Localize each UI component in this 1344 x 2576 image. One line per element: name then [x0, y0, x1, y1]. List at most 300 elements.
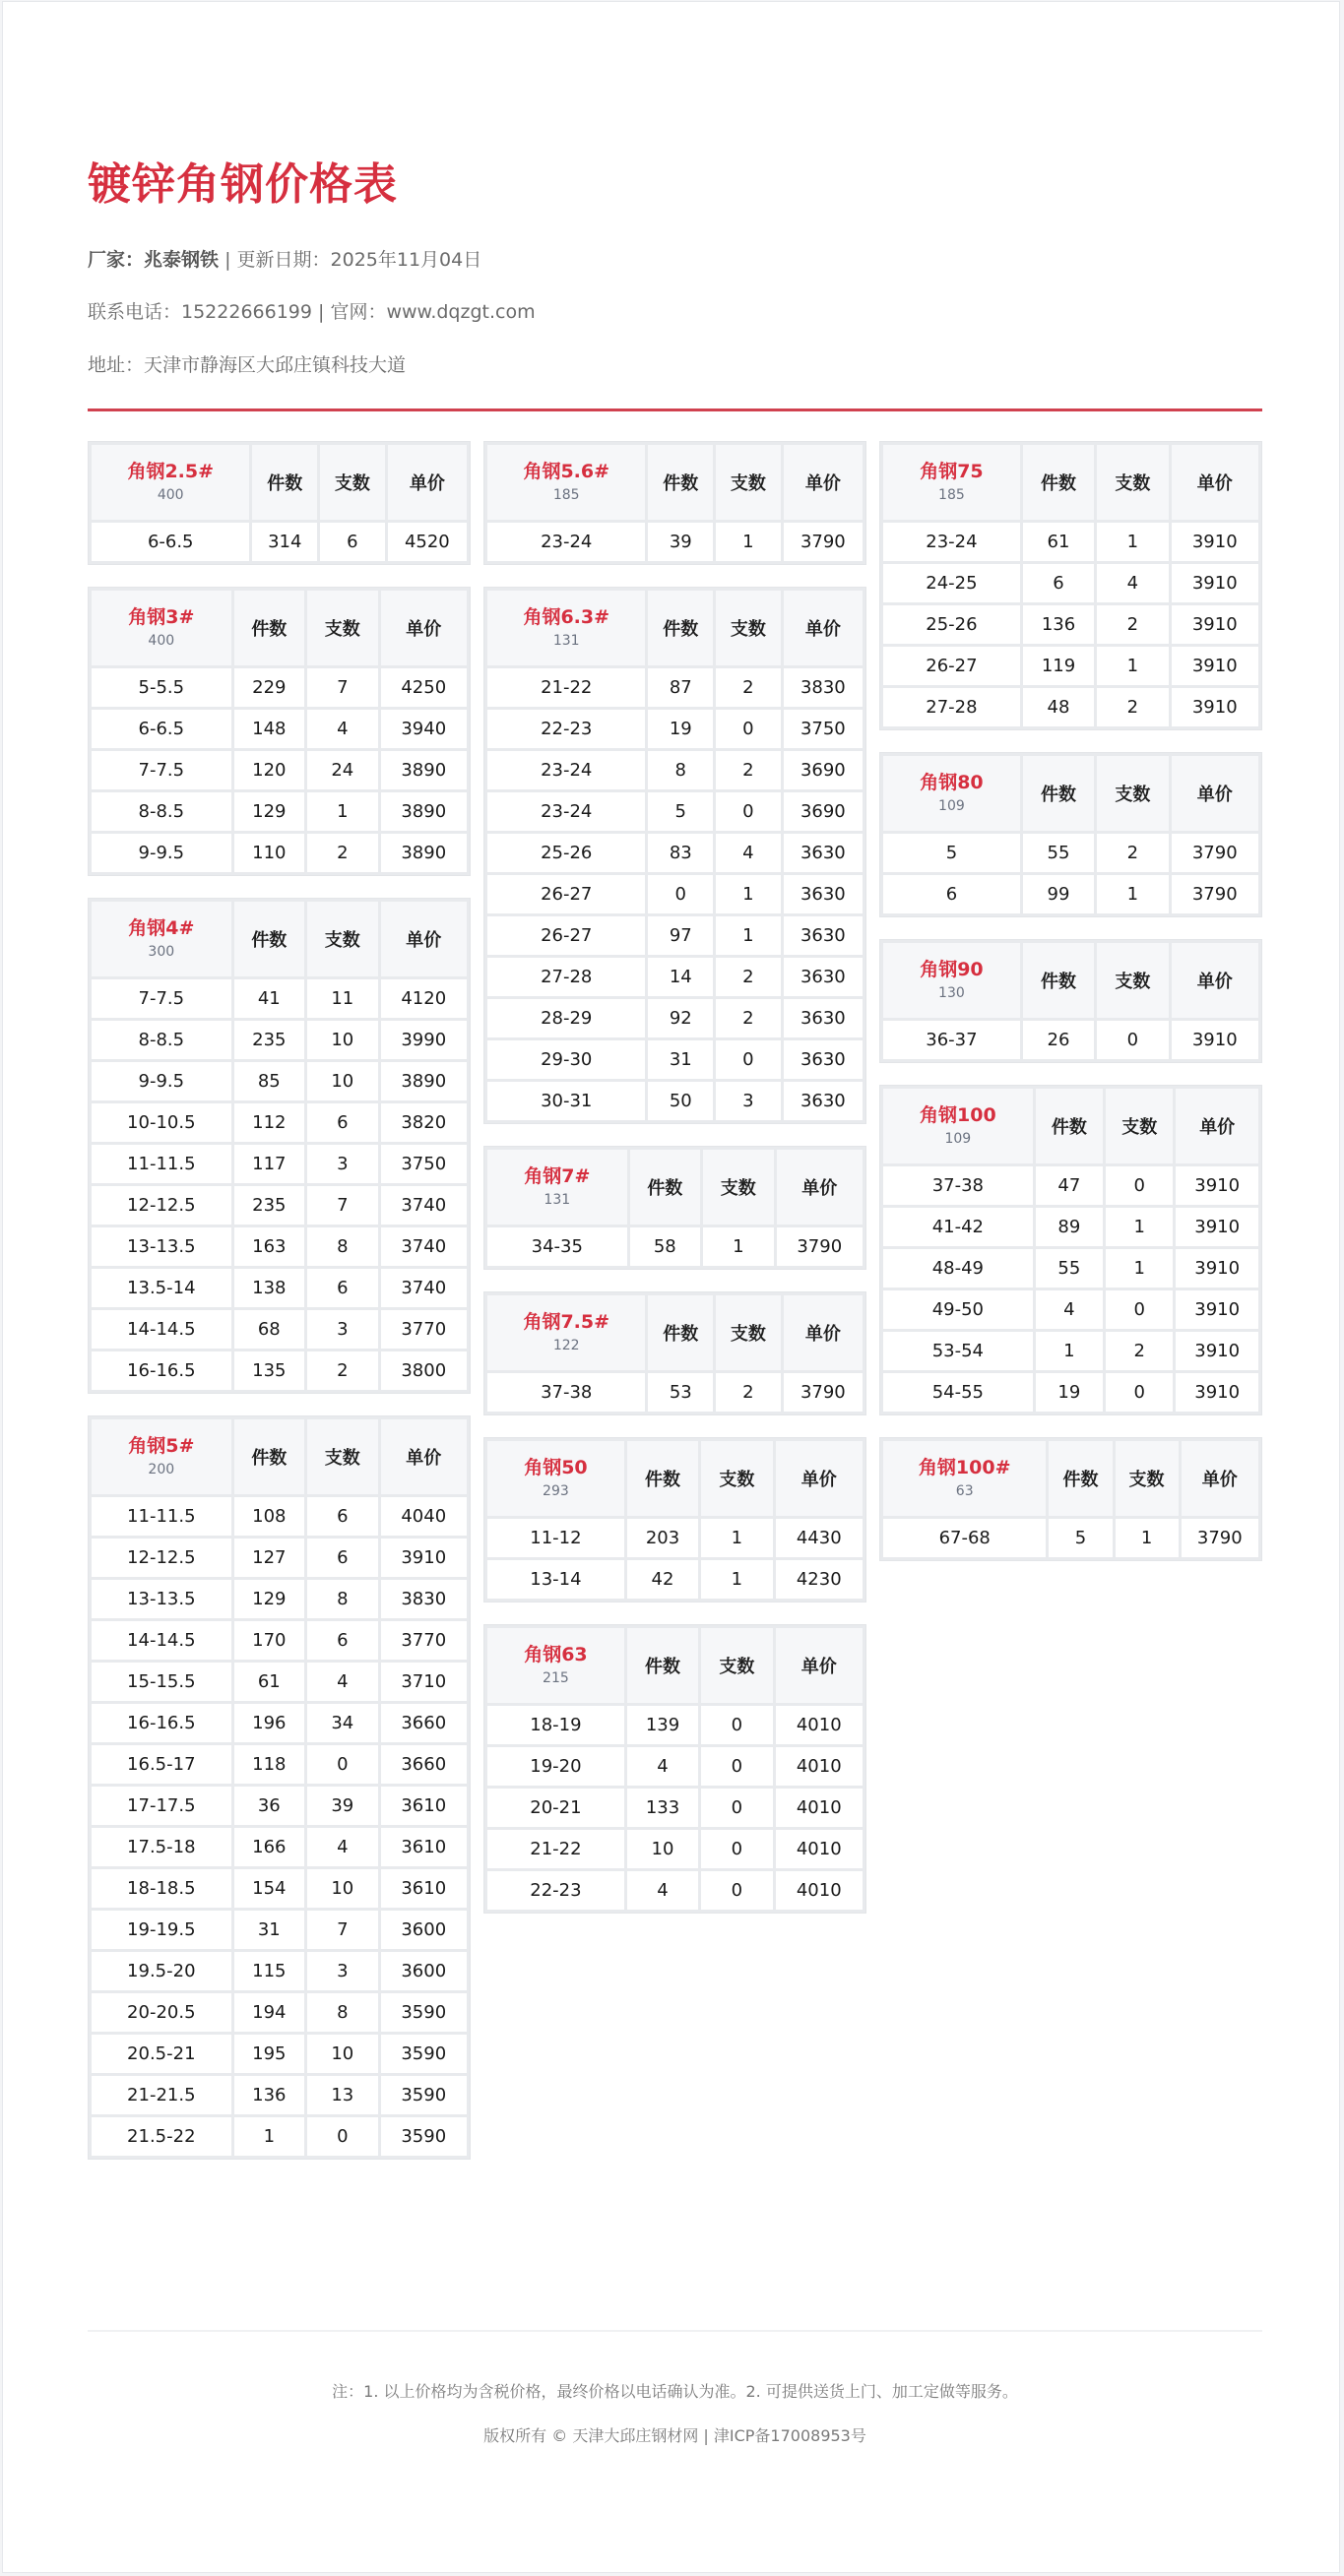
pcs-value: 1 — [1106, 1208, 1173, 1246]
thickness-range: 19.5-20 — [92, 1952, 231, 1990]
qty-value: 41 — [234, 979, 304, 1018]
qty-value: 112 — [234, 1103, 304, 1142]
price-header: 单价 — [1182, 1441, 1258, 1516]
unit-price: 3710 — [381, 1663, 467, 1701]
thickness-range: 21-21.5 — [92, 2076, 231, 2114]
manufacturer-name: 兆泰钢铁 — [144, 249, 220, 271]
qty-value: 19 — [648, 710, 713, 748]
table-row — [883, 605, 1258, 644]
pcs-value: 6 — [307, 1269, 377, 1307]
qty-header: 件数 — [234, 591, 304, 665]
pcs-header: 支数 — [1106, 1089, 1173, 1163]
thickness-range: 49-50 — [883, 1290, 1033, 1329]
pcs-value: 6 — [307, 1621, 377, 1660]
qty-value: 42 — [627, 1560, 698, 1599]
spec-weight: 109 — [938, 798, 965, 814]
page-title: 镀锌角钢价格表 — [88, 159, 398, 210]
thickness-range: 8-8.5 — [92, 792, 231, 831]
qty-header: 件数 — [234, 902, 304, 976]
thickness-range: 13.5-14 — [92, 1269, 231, 1307]
qty-value: 47 — [1036, 1166, 1103, 1205]
spec-weight: 185 — [552, 487, 580, 503]
price-header: 单价 — [381, 1419, 467, 1494]
qty-value: 5 — [648, 792, 713, 831]
pcs-value: 4 — [307, 1663, 377, 1701]
thickness-range: 25-26 — [487, 834, 645, 872]
pcs-value: 0 — [1106, 1166, 1173, 1205]
thickness-range: 26-27 — [487, 875, 645, 913]
table-row — [92, 523, 467, 561]
qty-value: 133 — [627, 1789, 698, 1827]
spec-header — [883, 1441, 1046, 1516]
spec-name: 角钢100 — [920, 1104, 996, 1126]
price-table — [879, 752, 1262, 917]
qty-header: 件数 — [1023, 445, 1094, 520]
table-row — [883, 564, 1258, 602]
thickness-range: 34-35 — [487, 1227, 627, 1266]
pcs-header: 支数 — [716, 445, 781, 520]
qty-value: 196 — [234, 1704, 304, 1742]
table-row — [92, 1787, 467, 1825]
pcs-value: 1 — [1116, 1519, 1179, 1557]
table-row — [487, 710, 863, 748]
thickness-range: 7-7.5 — [92, 751, 231, 789]
pcs-value: 4 — [307, 710, 377, 748]
spec-weight: 130 — [938, 985, 965, 1001]
qty-value: 58 — [630, 1227, 700, 1266]
table-row — [487, 999, 863, 1037]
table-row — [92, 792, 467, 831]
spec-name: 角钢5.6# — [523, 461, 610, 482]
qty-header: 件数 — [234, 1419, 304, 1494]
thickness-range: 16-16.5 — [92, 1351, 231, 1390]
spec-name: 角钢4# — [128, 917, 195, 939]
unit-price: 3600 — [381, 1952, 467, 1990]
table-row — [487, 875, 863, 913]
table-row — [92, 2035, 467, 2073]
thickness-range: 37-38 — [487, 1373, 645, 1412]
thickness-range: 6-6.5 — [92, 710, 231, 748]
spec-header — [92, 1419, 231, 1494]
qty-header: 件数 — [648, 445, 713, 520]
pcs-value: 0 — [1106, 1290, 1173, 1329]
unit-price: 3790 — [784, 523, 863, 561]
pcs-value: 0 — [307, 1745, 377, 1784]
pcs-value: 2 — [716, 958, 781, 996]
unit-price: 3800 — [381, 1351, 467, 1390]
price-header: 单价 — [381, 902, 467, 976]
table-row — [487, 1789, 863, 1827]
qty-value: 50 — [648, 1082, 713, 1120]
table-row — [92, 1828, 467, 1866]
price-table — [88, 587, 471, 876]
table-row — [92, 1021, 467, 1059]
unit-price: 3910 — [1176, 1249, 1258, 1288]
table-row — [92, 1745, 467, 1784]
pcs-value: 4 — [716, 834, 781, 872]
pcs-value: 3 — [716, 1082, 781, 1120]
spec-weight: 122 — [552, 1338, 580, 1353]
pcs-value: 13 — [307, 2076, 377, 2114]
qty-value: 110 — [234, 834, 304, 872]
pcs-value: 2 — [307, 1351, 377, 1390]
unit-price: 4430 — [776, 1519, 864, 1557]
unit-price: 3790 — [1182, 1519, 1258, 1557]
table-row — [92, 1145, 467, 1183]
table-row — [883, 1166, 1258, 1205]
qty-value: 39 — [648, 523, 713, 561]
price-header: 单价 — [776, 1628, 864, 1703]
spec-header — [487, 445, 645, 520]
spec-name: 角钢2.5# — [127, 461, 215, 482]
thickness-range: 10-10.5 — [92, 1103, 231, 1142]
pcs-header: 支数 — [1097, 943, 1168, 1018]
pcs-value: 10 — [307, 1062, 377, 1100]
price-header: 单价 — [784, 591, 863, 665]
price-table — [483, 1291, 866, 1415]
qty-value: 135 — [234, 1351, 304, 1390]
unit-price: 3790 — [784, 1373, 863, 1412]
pcs-value: 0 — [701, 1871, 772, 1910]
spec-name: 角钢100# — [918, 1457, 1011, 1478]
qty-value: 127 — [234, 1539, 304, 1577]
table-row — [92, 1663, 467, 1701]
pcs-header: 支数 — [320, 445, 385, 520]
unit-price: 3630 — [784, 875, 863, 913]
qty-value: 203 — [627, 1519, 698, 1557]
thickness-range: 5-5.5 — [92, 668, 231, 707]
unit-price: 3630 — [784, 958, 863, 996]
thickness-range: 21.5-22 — [92, 2117, 231, 2156]
qty-value: 19 — [1036, 1373, 1103, 1412]
table-header-row — [487, 445, 863, 520]
spec-weight: 400 — [148, 633, 175, 649]
unit-price: 3890 — [381, 1062, 467, 1100]
thickness-range: 17-17.5 — [92, 1787, 231, 1825]
qty-value: 120 — [234, 751, 304, 789]
unit-price: 4010 — [776, 1789, 864, 1827]
price-page — [2, 1, 1340, 2573]
unit-price: 4010 — [776, 1747, 864, 1786]
qty-value: 129 — [234, 1580, 304, 1618]
spec-header — [883, 1089, 1033, 1163]
table-row — [487, 751, 863, 789]
pcs-value: 0 — [701, 1747, 772, 1786]
price-table — [879, 939, 1262, 1063]
qty-value: 166 — [234, 1828, 304, 1866]
qty-value: 170 — [234, 1621, 304, 1660]
price-table — [483, 1624, 866, 1914]
thickness-range: 27-28 — [883, 688, 1020, 726]
pcs-value: 8 — [307, 1580, 377, 1618]
unit-price: 4250 — [381, 668, 467, 707]
pcs-value: 2 — [1097, 688, 1168, 726]
qty-value: 0 — [648, 875, 713, 913]
unit-price: 3790 — [1172, 834, 1259, 872]
header-divider — [88, 408, 1262, 411]
thickness-range: 7-7.5 — [92, 979, 231, 1018]
table-row — [883, 1249, 1258, 1288]
qty-value: 115 — [234, 1952, 304, 1990]
thickness-range: 48-49 — [883, 1249, 1033, 1288]
price-table — [879, 441, 1262, 730]
thickness-range: 19-20 — [487, 1747, 624, 1786]
pcs-value: 24 — [307, 751, 377, 789]
thickness-range: 6-6.5 — [92, 523, 249, 561]
thickness-range: 29-30 — [487, 1040, 645, 1079]
qty-value: 97 — [648, 916, 713, 955]
spec-header — [487, 1441, 624, 1516]
table-row — [92, 1227, 467, 1266]
thickness-range: 23-24 — [487, 751, 645, 789]
pcs-header: 支数 — [1116, 1441, 1179, 1516]
table-row — [487, 958, 863, 996]
price-header: 单价 — [1172, 943, 1259, 1018]
unit-price: 3910 — [1176, 1208, 1258, 1246]
unit-price: 3890 — [381, 834, 467, 872]
thickness-range: 16.5-17 — [92, 1745, 231, 1784]
price-header: 单价 — [388, 445, 467, 520]
thickness-range: 8-8.5 — [92, 1021, 231, 1059]
table-header-row — [883, 943, 1258, 1018]
qty-value: 8 — [648, 751, 713, 789]
pcs-value: 0 — [1097, 1021, 1168, 1059]
thickness-range: 14-14.5 — [92, 1310, 231, 1349]
qty-value: 68 — [234, 1310, 304, 1349]
pcs-value: 3 — [307, 1952, 377, 1990]
spec-weight: 63 — [955, 1483, 974, 1499]
unit-price: 3890 — [381, 792, 467, 831]
table-row — [883, 1332, 1258, 1370]
thickness-range: 20.5-21 — [92, 2035, 231, 2073]
table-row — [883, 1021, 1258, 1059]
table-header-row — [487, 1295, 863, 1370]
spec-header — [487, 1150, 627, 1225]
qty-value: 1 — [1036, 1332, 1103, 1370]
unit-price: 4040 — [381, 1497, 467, 1536]
thickness-range: 27-28 — [487, 958, 645, 996]
thickness-range: 26-27 — [487, 916, 645, 955]
qty-value: 194 — [234, 1993, 304, 2032]
thickness-range: 5 — [883, 834, 1020, 872]
unit-price: 3790 — [777, 1227, 863, 1266]
qty-value: 148 — [234, 710, 304, 748]
price-header: 单价 — [1172, 445, 1259, 520]
table-row — [92, 1351, 467, 1390]
spec-name: 角钢90 — [920, 959, 984, 980]
pcs-value: 3 — [307, 1145, 377, 1183]
spec-weight: 215 — [543, 1670, 569, 1686]
table-row — [92, 751, 467, 789]
footer-copyright: 版权所有 © 天津大邱庄钢材网 | 津ICP备17008953号 — [483, 2426, 866, 2445]
manufacturer-label: 厂家： — [88, 249, 145, 271]
pcs-value: 11 — [307, 979, 377, 1018]
table-row — [92, 1993, 467, 2032]
thickness-range: 53-54 — [883, 1332, 1033, 1370]
unit-price: 3770 — [381, 1310, 467, 1349]
qty-header: 件数 — [648, 591, 713, 665]
thickness-range: 23-24 — [883, 523, 1020, 561]
qty-value: 314 — [252, 523, 317, 561]
qty-value: 83 — [648, 834, 713, 872]
pcs-value: 0 — [1106, 1373, 1173, 1412]
spec-name: 角钢7# — [524, 1165, 591, 1187]
unit-price: 3940 — [381, 710, 467, 748]
qty-value: 48 — [1023, 688, 1094, 726]
table-row — [883, 1519, 1258, 1557]
spec-header — [883, 756, 1020, 831]
pcs-header: 支数 — [307, 591, 377, 665]
unit-price: 3910 — [1172, 605, 1259, 644]
table-row — [92, 1621, 467, 1660]
unit-price: 3610 — [381, 1828, 467, 1866]
thickness-range: 17.5-18 — [92, 1828, 231, 1866]
spec-name: 角钢3# — [128, 606, 195, 628]
qty-header: 件数 — [627, 1628, 698, 1703]
qty-value: 4 — [627, 1871, 698, 1910]
table-row — [92, 710, 467, 748]
unit-price: 3690 — [784, 751, 863, 789]
table-row — [92, 834, 467, 872]
table-row — [92, 1911, 467, 1949]
unit-price: 4010 — [776, 1706, 864, 1744]
qty-value: 92 — [648, 999, 713, 1037]
pcs-value: 1 — [1097, 647, 1168, 685]
pcs-value: 1 — [701, 1560, 772, 1599]
qty-value: 61 — [234, 1663, 304, 1701]
table-row — [92, 1497, 467, 1536]
thickness-range: 16-16.5 — [92, 1704, 231, 1742]
thickness-range: 9-9.5 — [92, 1062, 231, 1100]
table-header-row — [883, 1089, 1258, 1163]
unit-price: 3690 — [784, 792, 863, 831]
spec-weight: 293 — [543, 1483, 569, 1499]
table-row — [92, 2076, 467, 2114]
unit-price: 3910 — [381, 1539, 467, 1577]
table-header-row — [883, 445, 1258, 520]
thickness-range: 22-23 — [487, 710, 645, 748]
pcs-value: 1 — [716, 916, 781, 955]
thickness-range: 36-37 — [883, 1021, 1020, 1059]
price-table-columns — [88, 441, 1262, 2160]
price-header: 单价 — [1172, 756, 1259, 831]
table-row — [92, 979, 467, 1018]
qty-value: 55 — [1036, 1249, 1103, 1288]
spec-header — [92, 445, 249, 520]
table-row — [487, 792, 863, 831]
pcs-value: 2 — [716, 751, 781, 789]
pcs-value: 0 — [307, 2117, 377, 2156]
unit-price: 3610 — [381, 1787, 467, 1825]
table-row — [92, 1103, 467, 1142]
thickness-range: 13-14 — [487, 1560, 624, 1599]
price-header: 单价 — [381, 591, 467, 665]
pcs-value: 2 — [1097, 605, 1168, 644]
table-row — [487, 1227, 863, 1266]
pcs-value: 10 — [307, 2035, 377, 2073]
pcs-value: 0 — [701, 1706, 772, 1744]
pcs-header: 支数 — [703, 1150, 773, 1225]
price-table — [483, 1146, 866, 1270]
unit-price: 3750 — [784, 710, 863, 748]
pcs-header: 支数 — [701, 1441, 772, 1516]
pcs-value: 34 — [307, 1704, 377, 1742]
pcs-value: 1 — [1106, 1249, 1173, 1288]
qty-value: 31 — [648, 1040, 713, 1079]
unit-price: 3820 — [381, 1103, 467, 1142]
unit-price: 3630 — [784, 1040, 863, 1079]
spec-header — [883, 445, 1020, 520]
spec-header — [92, 902, 231, 976]
qty-value: 31 — [234, 1911, 304, 1949]
pcs-value: 6 — [307, 1497, 377, 1536]
qty-value: 10 — [627, 1830, 698, 1868]
table-row — [883, 1373, 1258, 1412]
thickness-range: 11-12 — [487, 1519, 624, 1557]
table-row — [487, 1373, 863, 1412]
pcs-value: 2 — [1106, 1332, 1173, 1370]
unit-price: 3630 — [784, 1082, 863, 1120]
qty-value: 5 — [1049, 1519, 1112, 1557]
thickness-range: 21-22 — [487, 668, 645, 707]
table-header-row — [487, 1441, 863, 1516]
qty-value: 53 — [648, 1373, 713, 1412]
thickness-range: 30-31 — [487, 1082, 645, 1120]
qty-header: 件数 — [1023, 943, 1094, 1018]
table-row — [92, 1186, 467, 1225]
thickness-range: 12-12.5 — [92, 1186, 231, 1225]
table-column — [483, 441, 866, 1914]
unit-price: 4230 — [776, 1560, 864, 1599]
qty-value: 163 — [234, 1227, 304, 1266]
qty-value: 99 — [1023, 875, 1094, 913]
pcs-value: 1 — [716, 875, 781, 913]
qty-value: 4 — [627, 1747, 698, 1786]
qty-value: 195 — [234, 2035, 304, 2073]
spec-weight: 400 — [157, 487, 184, 503]
thickness-range: 14-14.5 — [92, 1621, 231, 1660]
table-column — [879, 441, 1262, 1561]
pcs-header: 支数 — [307, 1419, 377, 1494]
qty-value: 87 — [648, 668, 713, 707]
price-table — [483, 587, 866, 1124]
pcs-value: 7 — [307, 1911, 377, 1949]
pcs-header: 支数 — [307, 902, 377, 976]
qty-value: 55 — [1023, 834, 1094, 872]
table-row — [487, 668, 863, 707]
thickness-range: 13-13.5 — [92, 1580, 231, 1618]
price-table — [879, 1085, 1262, 1415]
thickness-range: 13-13.5 — [92, 1227, 231, 1266]
price-header: 单价 — [777, 1150, 863, 1225]
unit-price: 3910 — [1176, 1166, 1258, 1205]
pcs-value: 3 — [307, 1310, 377, 1349]
spec-weight: 185 — [938, 487, 965, 503]
table-row — [92, 1269, 467, 1307]
unit-price: 3590 — [381, 2035, 467, 2073]
qty-value: 118 — [234, 1745, 304, 1784]
price-table — [879, 1437, 1262, 1561]
table-row — [92, 1869, 467, 1908]
pcs-value: 2 — [716, 1373, 781, 1412]
qty-value: 138 — [234, 1269, 304, 1307]
table-header-row — [883, 756, 1258, 831]
table-row — [487, 1706, 863, 1744]
table-row — [487, 1871, 863, 1910]
thickness-range: 23-24 — [487, 523, 645, 561]
update-date: | 更新日期：2025年11月04日 — [219, 249, 482, 271]
qty-value: 108 — [234, 1497, 304, 1536]
